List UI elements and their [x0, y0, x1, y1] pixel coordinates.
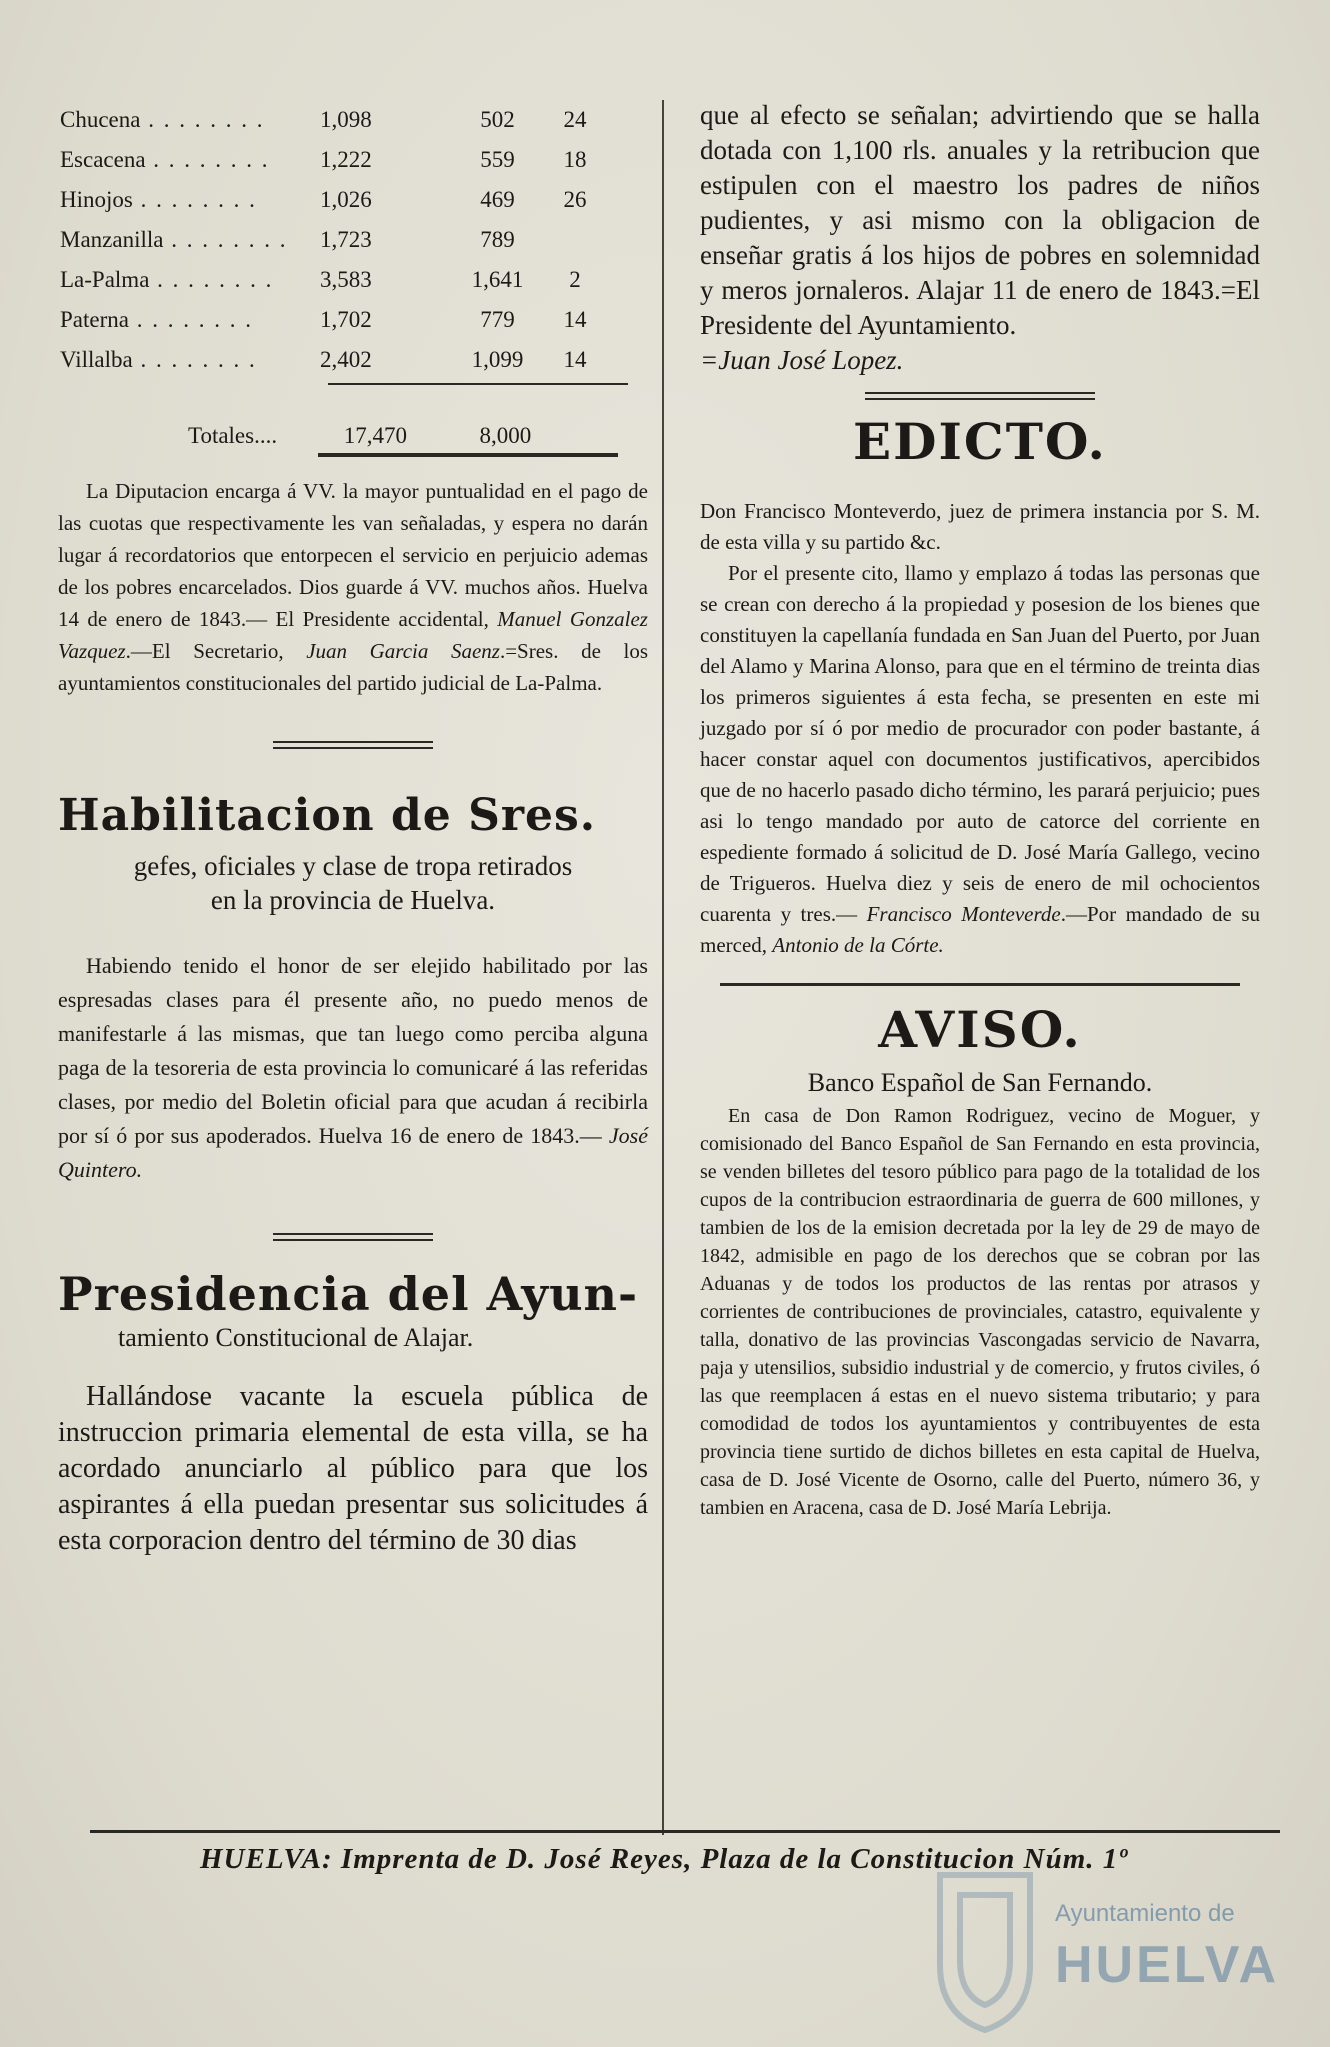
diputacion-end: .=Sres. de los ayuntamientos constitucionales del partido judicial de La-Palma. [58, 639, 649, 695]
quota-cell: 1,641 [471, 267, 524, 292]
presidencia-continuation: que al efecto se señalan; advirtiendo que se halla dotada con 1,100 rls. anuales y la retribucion que estipulen con el maestro los padres de niños pudientes, y asi mismo con la obligacion de enseñar gratis á los hijos de pobres en solemnidad y meros jornaleros. Alajar 11 de enero de 1843.=El Presidente del Ayuntamiento. [700, 100, 1260, 340]
table-rule [328, 383, 628, 385]
population-cell: 1,702 [320, 307, 372, 332]
population-cell: 1,723 [320, 227, 372, 252]
municipality-name: Paterna . . . [60, 295, 320, 335]
habilitacion-text: Habiendo tenido el honor de ser elejido habilitado por las espresadas clases para él presente año, no puedo menos de manifestarle á las mismas, que tan luego como perciba alguna paga de la tesoreria de esta provincia lo comunicaré á las referidas clases, por medio del Boletin oficial para que acudan á recibirla por sí ó por sus apoderados. Huelva 16 de enero de 1843.— [58, 953, 648, 1148]
habilitacion-title: Habilitacion de Sres. [58, 790, 597, 841]
population-cell: 1,098 [320, 107, 372, 132]
habilitacion-notice [58, 949, 648, 1187]
totals-row [188, 423, 648, 449]
section-rule-4 [720, 983, 1240, 986]
edicto-signature-judge: Francisco Monteverde [866, 902, 1061, 926]
presidencia-title: Presidencia del Ayun- [58, 1267, 639, 1321]
habilitacion-subtitle-1: gefes, oficiales y clase de tropa retirados [133, 851, 573, 881]
municipality-name: Hinojos . . . [60, 175, 320, 215]
quota-table [60, 95, 605, 375]
quota-cell: 779 [480, 307, 515, 332]
table-row [60, 295, 605, 335]
total-pop: 17,470 [343, 423, 407, 448]
population-cell: 1,222 [320, 147, 372, 172]
totals-rule [318, 453, 618, 457]
extra-cell: 2 [569, 267, 581, 292]
table-row [60, 215, 605, 255]
watermark-line-1: Ayuntamiento de [1055, 1900, 1235, 1927]
extra-cell: 18 [563, 147, 587, 172]
totals-label: Totales.... [188, 423, 278, 448]
edicto-title: EDICTO. [853, 412, 1107, 471]
edicto-notice [700, 558, 1260, 961]
quota-cell: 469 [480, 187, 515, 212]
table-row [60, 335, 605, 375]
diputacion-signature-secretary: Juan Garcia Saenz [306, 639, 500, 663]
edicto-intro: Don Francisco Monteverdo, juez de primera instancia por S. M. de esta villa y su partido &c. [700, 499, 1260, 554]
quota-cell: 1,099 [471, 347, 524, 372]
quota-cell: 502 [480, 107, 515, 132]
edicto-text: Por el presente cito, llamo y emplazo á todas las personas que se crean con derecho á la propiedad y posesion de los bienes que constituyen la capellanía fundada en San Juan del Puerto, por Juan del Alamo y Marina Alonso, para que en el término de treinta dias los primeros siguientes á esta fecha, se presenten en este mi juzgado por sí ó por medio de procurador con poder bastante, á hacer constar aquel con documentos justificativos, apercibidos que de no hacerlo pasado dicho término, les parará perjuicio; pues asi lo tengo mandado por auto de catorce del corriente en espediente formado á solicitud de D. José María Gallego, vecino de Trigueros. Huelva diez y seis de enero de mil ochocientos cuarenta y tres.— [700, 561, 1260, 926]
diputacion-text: La Diputacion encarga á VV. la mayor puntualidad en el pago de las cuotas que respectivamente les van señaladas, y espera no darán lugar á recordatorios que entorpecen el servicio en perjuicio ademas de los pobres encarcelados. Dios guarde á VV. muchos años. Huelva 14 de enero de 1843.— El Presidente accidental, [58, 479, 648, 631]
edicto-signature-clerk: Antonio de la Córte. [772, 933, 944, 957]
table-row [60, 255, 605, 295]
municipality-name: Escacena . . . [60, 135, 320, 175]
presidencia-subtitle: tamiento Constitucional de Alajar. [118, 1323, 474, 1352]
presidencia-text: Hallándose vacante la escuela pública de instruccion primaria elemental de esta villa, se ha acordado anunciarlo al público para que los aspirantes á ella puedan presentar sus solicitudes á esta corporacion dentro del término de 30 dias [58, 1381, 648, 1556]
municipality-name: Villalba . . . [60, 335, 320, 375]
extra-cell: 24 [563, 107, 587, 132]
quota-cell: 559 [480, 147, 515, 172]
municipality-name: Chucena . . . [60, 95, 320, 135]
diputacion-mid: .—El Secretario, [125, 639, 284, 663]
aviso-subtitle: Banco Español de San Fernando. [807, 1068, 1153, 1097]
municipality-name: Manzanilla . . . [60, 215, 320, 255]
presidencia-signature [700, 343, 1260, 378]
table-row [60, 95, 605, 135]
extra-cell: 14 [563, 347, 587, 372]
aviso-title: AVISO. [878, 1000, 1082, 1059]
quota-cell: 789 [480, 227, 515, 252]
aviso-text: En casa de Don Ramon Rodriguez, vecino de Moguer, y comisionado del Banco Español de San Fernando en esta provincia, se venden billetes del tesoro público para pago de la totalidad de los cupos de la contribucion estraordinaria de guerra de 600 millones, y tambien de los de la emision decretada por la ley de 29 de mayo de 1842, admisible en pago de los derechos que se cobran por las Aduanas y de todos los productos de las rentas por atrasos y corrientes de contribuciones de provinciales, catastro, equivalente y talla, donativo de las provincias Vascongadas servicio de Navarra, paja y utensilios, subsidio industrial y de comercio, y frutos civiles, ó las que reemplacen á estas en el nuevo sistema tributario; y para comodidad de todos los ayuntamientos y contribuyentes de esta provincia tiene surtido de dichos billetes en esta capital de Huelva, casa de D. José Vicente de Osorno, calle del Puerto, número 36, y tambien en Aracena, casa de D. José María Lebrija. [700, 1105, 1260, 1519]
table-row [60, 175, 605, 215]
habilitacion-signature: José Quintero. [58, 1123, 649, 1182]
section-rule-2 [273, 1233, 433, 1241]
footer-rule [90, 1830, 1280, 1833]
edicto-mid: .—Por mandado de su merced, [700, 902, 1261, 957]
population-cell: 1,026 [320, 187, 372, 212]
population-cell: 2,402 [320, 347, 372, 372]
section-rule [273, 741, 433, 749]
diputacion-signature-president: Manuel Gonzalez Vazquez [58, 607, 648, 663]
municipality-name: La-Palma . . . [60, 255, 320, 295]
column-divider [662, 100, 664, 1835]
habilitacion-subtitle-2: en la provincia de Huelva. [210, 885, 496, 915]
table-row [60, 135, 605, 175]
extra-cell: 14 [563, 307, 587, 332]
extra-cell [545, 215, 605, 255]
population-cell: 3,583 [320, 267, 372, 292]
total-share: 8,000 [479, 423, 532, 448]
watermark-line-2: HUELVA [1055, 1936, 1280, 1994]
imprint: HUELVA: Imprenta de D. José Reyes, Plaza de la Constitucion Núm. 1º [200, 1843, 1128, 1875]
presidencia-signature-name: =Juan José Lopez. [700, 345, 904, 375]
diputacion-notice [58, 475, 648, 699]
shield-icon [940, 1875, 1030, 2030]
left-column [58, 95, 648, 1559]
section-rule-3 [865, 392, 1095, 400]
right-column [700, 98, 1260, 1522]
extra-cell: 26 [563, 187, 587, 212]
